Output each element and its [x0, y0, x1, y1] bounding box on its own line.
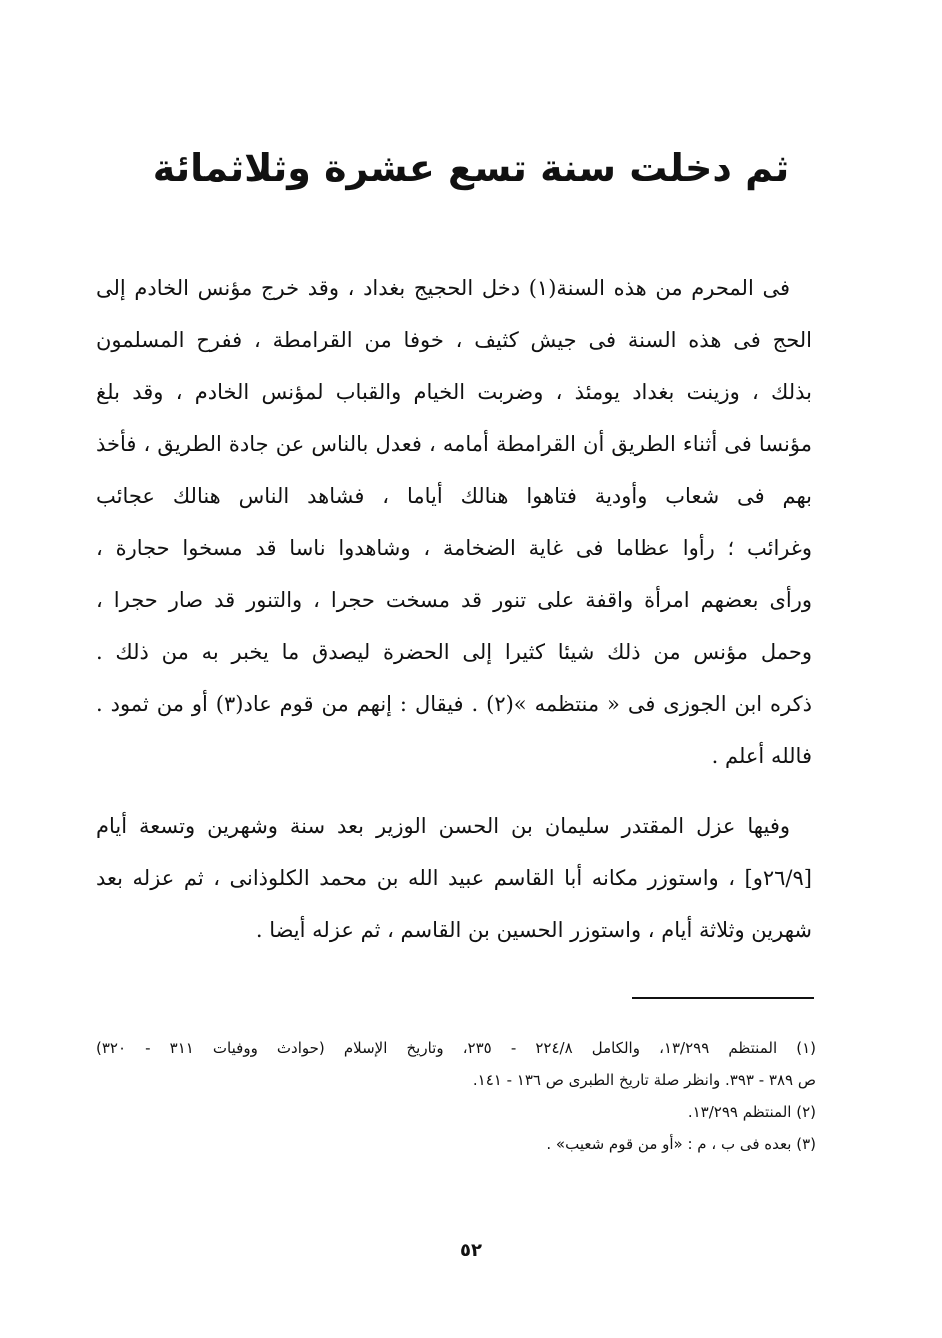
footnote-line: (٢) المنتظم ١٣/٢٩٩. [687, 1103, 816, 1121]
footnotes [96, 1032, 816, 1160]
page-number: ٥٢ [460, 1240, 482, 1261]
text-line: ذكره ابن الجوزى فى « منتظمه »(٢) . فيقال : إنهم من قوم عاد(٣) أو من ثمود . [96, 692, 812, 716]
text-line: وغرائب ؛ رأوا عظاما فى غاية الضخامة ، وشاهدوا ناسا قد مسخوا حجارة ، [96, 536, 812, 560]
text-line: [٢٦/٩و] ، واستوزر مكانه أبا القاسم عبيد الله بن محمد الكلوذانى ، ثم عزله بعد [96, 866, 812, 890]
text-line: وحمل مؤنس من ذلك شيئا كثيرا إلى الحضرة ليصدق ما يخبر به من ذلك . [96, 640, 812, 664]
text-line: بذلك ، وزينت بغداد يومئذ ، وضربت الخيام والقباب لمؤنس الخادم ، وقد بلغ [96, 380, 812, 404]
footnote-line: ص ٣٨٩ - ٣٩٣. وانظر صلة تاريخ الطبرى ص ١٣٦ - ١٤١. [472, 1071, 816, 1089]
paragraph-second [96, 800, 812, 956]
text-line: وفيها عزل المقتدر سليمان بن الحسن الوزير بعد سنة وشهرين وتسعة أيام [96, 814, 790, 838]
footnote-separator [632, 997, 814, 999]
footnote-line: (٣) بعده فى ب ، م : «أو من قوم شعيب» . [546, 1135, 816, 1153]
text-line: فى المحرم من هذه السنة(١) دخل الحجيج بغداد ، وقد خرج مؤنس الخادم إلى [96, 276, 790, 300]
text-line: فالله أعلم . [711, 744, 812, 768]
text-line: الحج فى هذه السنة فى جيش كثيف ، خوفا من القرامطة ، ففرح المسلمون [96, 328, 812, 352]
text-line: بهم فى شعاب وأودية فتاهوا هنالك أياما ، فشاهد الناس هنالك عجائب [96, 484, 812, 508]
text-line: شهرين وثلاثة أيام ، واستوزر الحسين بن القاسم ، ثم عزله أيضا . [255, 918, 812, 942]
chapter-title: ثم دخلت سنة تسع عشرة وثلاثمائة [152, 146, 790, 190]
text-line: ورأى بعضهم امرأة واقفة على تنور قد مسخت حجرا ، والتنور قد صار حجرا ، [96, 588, 812, 612]
text-line: مؤنسا فى أثناء الطريق أن القرامطة أمامه ، فعدل بالناس عن جادة الطريق ، فأخذ [96, 432, 812, 456]
paragraph-first [96, 262, 812, 782]
footnote-line: (١) المنتظم ١٣/٢٩٩، والكامل ٢٢٤/٨ - ٢٣٥، وتاريخ الإسلام (حوادث ووفيات ٣١١ - ٣٢٠) [96, 1039, 816, 1057]
